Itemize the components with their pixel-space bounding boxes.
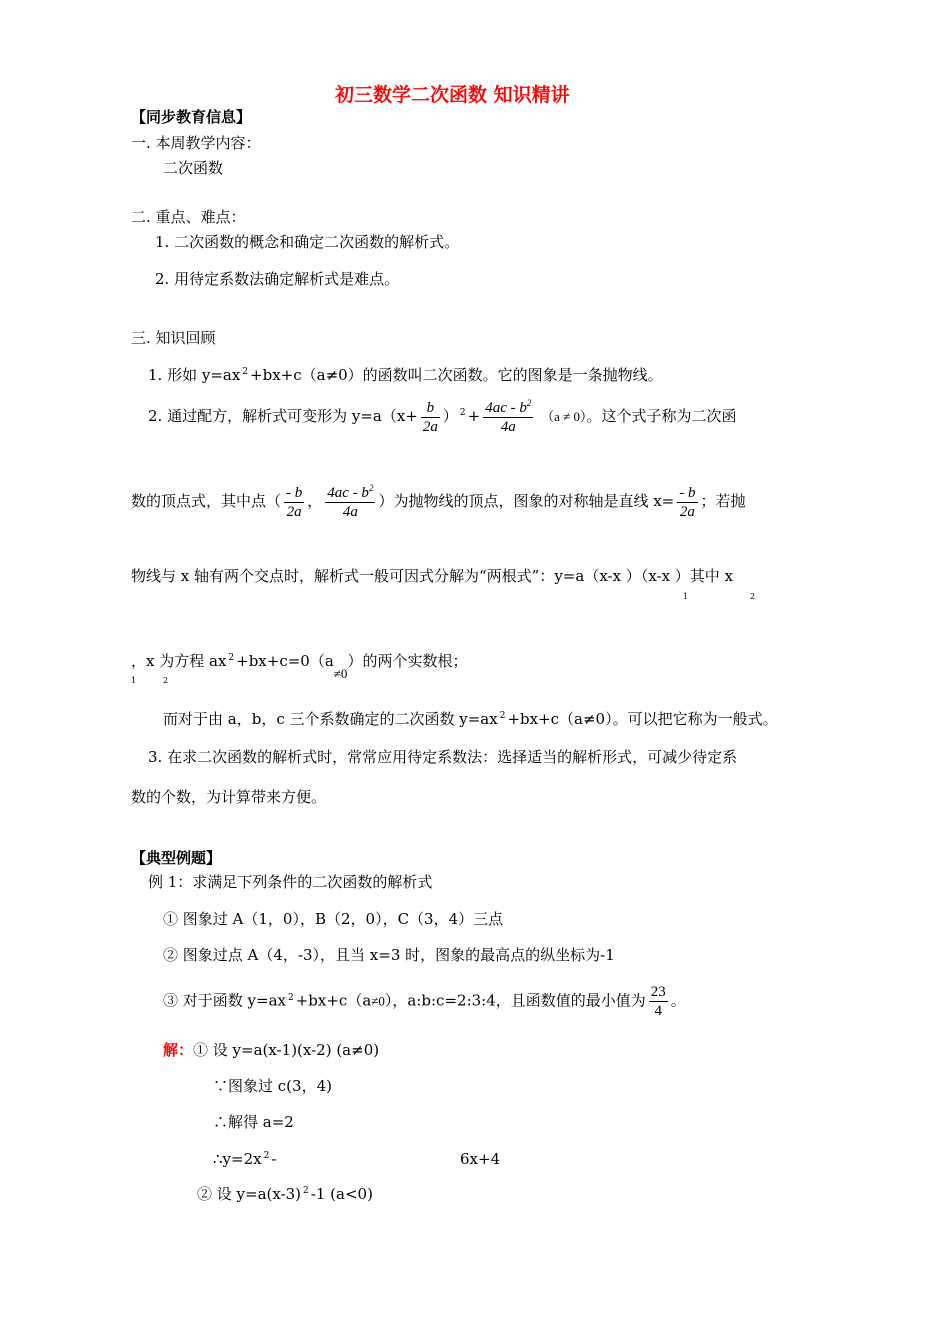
solution-label: 解： — [163, 1041, 194, 1059]
fraction-4ac-b2-over-4a: $\frac{4ac - b^2}{4a}$ — [485, 398, 532, 435]
fraction-23-over-4: $\frac{23}{4}$ — [650, 984, 666, 1019]
section-1-body: 二次函数 — [163, 159, 224, 177]
solution-line-4-cont: 6x+4 — [460, 1150, 501, 1168]
review-item-2: 2. 通过配方，解析式可变形为 y=a（x+ $\frac{b}{2a}$ ） $^2$ + $\frac{4ac - b^2}{4a}$ （a ≠ 0）。这个式子称为二次函 — [148, 398, 737, 435]
subscript-1: 1 — [683, 592, 689, 601]
example-1-heading: 例 1：求满足下列条件的二次函数的解析式 — [148, 873, 433, 891]
solution-line-3: ∴解得 a=2 — [213, 1113, 294, 1131]
solution-line-4: ∴y=2x $^2$ - — [213, 1150, 277, 1168]
section-2-item-1: 1. 二次函数的概念和确定二次函数的解析式。 — [155, 233, 460, 251]
fraction-4ac-b2-over-4a-2: $\frac{4ac - b^2}{4a}$ — [327, 483, 374, 520]
two-root-form-line: 物线与 x 轴有两个交点时，解析式一般可因式分解为“两根式”：y=a（x-x ）（x-x ）其中 x — [131, 567, 734, 585]
solution-line-2: ∵图象过 c(3，4) — [213, 1077, 332, 1095]
review-item-3-cont: 数的个数，为计算带来方便。 — [131, 788, 327, 806]
vertex-form-line: 数的顶点式，其中点（ $\frac{- b}{2a}$ ， $\frac{4ac - b^2}{4a}$ ）为抛物线的顶点，图象的对称轴是直线 x= $\frac{- b}{2a}$ ；若抛 — [131, 483, 746, 520]
example-1-condition-2: ② 图象过点 A（4，-3），且当 x=3 时，图象的最高点的纵坐标为-1 — [163, 946, 615, 964]
example-1-condition-1: ① 图象过 A（1，0），B（2，0），C（3，4）三点 — [163, 910, 504, 928]
section-2-item-2: 2. 用待定系数法确定解析式是难点。 — [155, 270, 400, 288]
section-3-heading: 三. 知识回顾 — [131, 329, 216, 347]
review-item-3: 3. 在求二次函数的解析式时，常常应用待定系数法：选择适当的解析形式，可减少待定系 — [148, 748, 738, 766]
example-1-condition-3: ③ 对于函数 y=ax $^2$ +bx+c（a≠0），a:b:c=2:3:4，且函数值的最小值为 $\frac{23}{4}$ 。 — [163, 984, 686, 1019]
page-title: 初三数学二次函数 知识精讲 — [335, 84, 570, 106]
subscript-1b: 1 — [131, 676, 137, 685]
review-item-1: 1. 形如 y=ax $^2$ +bx+c（a≠0）的函数叫二次函数。它的图象是一条抛物线。 — [148, 366, 663, 384]
roots-line: ，x 为方程 ax $^2$ +bx+c=0（a≠0）的两个实数根； — [131, 652, 468, 681]
subscript-2: 2 — [750, 592, 756, 601]
section-2-heading: 二. 重点、难点： — [131, 208, 246, 226]
solution-line-1: 解：① 设 y=a(x-1)(x-2) (a≠0) — [163, 1041, 380, 1059]
fraction-b-over-2a: $\frac{b}{2a}$ — [422, 399, 438, 435]
subscript-2b: 2 — [163, 676, 169, 685]
section-1-heading: 一. 本周教学内容： — [131, 134, 261, 152]
solution-line-5: ② 设 y=a(x-3) $^2$ -1 (a<0) — [197, 1185, 373, 1203]
fraction-axis: $\frac{- b}{2a}$ — [679, 484, 696, 520]
section-info-heading: 【同步教育信息】 — [131, 108, 252, 126]
fraction-neg-b-over-2a: $\frac{- b}{2a}$ — [286, 484, 303, 520]
examples-heading: 【典型例题】 — [131, 849, 222, 867]
general-form-line: 而对于由 a，b，c 三个系数确定的二次函数 y=ax $^2$ +bx+c（a≠0）。可以把它称为一般式。 — [163, 710, 778, 728]
